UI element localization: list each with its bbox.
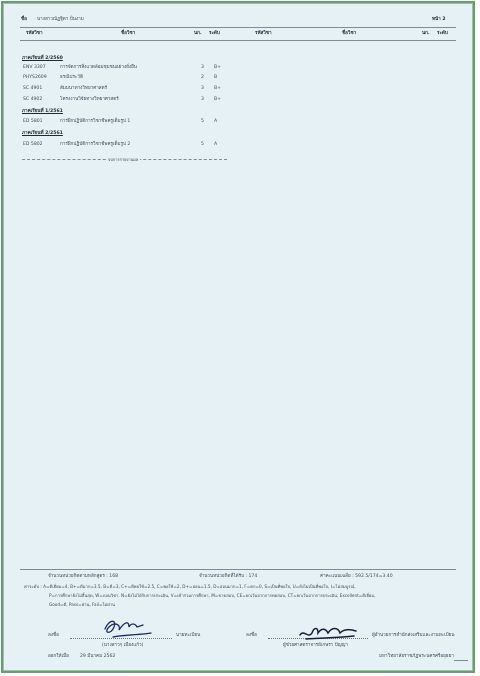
director-name: ผู้ช่วยศาสตราจารย์เกษรา ปัญญา [283,643,349,648]
issue-label: ออกให้เมื่อ [48,654,69,659]
col-credits: นก. [194,31,202,36]
name-label: ชื่อ [21,17,27,22]
course-name: การฝึกปฏิบัติการวิชาชีพครูเต็มรูป 2 [60,142,131,147]
course-grade: A [214,142,218,147]
course-grade: B [214,75,218,80]
page-number: หน้า 2 [432,17,446,22]
transcript-page [3,3,473,671]
grade-legend: Good=ดี, Pass=ผ่าน, Fail=ไม่ผ่าน [49,602,115,607]
signature-label-2: ลงชื่อ [246,633,257,638]
course-name: โครงงานวิจัยทางวิทยาศาสตร์ [60,97,119,102]
director-signature [296,621,362,643]
semester-title: ภาคเรียนที่ 1/2561 [22,109,63,114]
course-code: SC 4901 [23,86,43,91]
registrar-name: (นางสาวๆ เมืองแก้ว) [102,643,144,648]
col-credits-2: นก. [422,31,430,36]
course-grade: B+ [214,65,222,70]
header-rule [20,27,456,28]
university-name: มหาวิทยาลัยราชภัฏพระนครศรีอยุธยา [379,654,454,659]
course-code: ENV 3307 [23,65,46,70]
course-code: ED 5801 [23,119,43,124]
grade-legend: ค่าระดับ : A=ดีเยี่ยม=4, B+=ดีมาก=3.5, B=ดี=3, C+=ดีพอใช้=2.5, C=พอใช้=2, D+=อ่อน=1.5, D=อ่อนมาก=1, F=ตก=0, S=เป็นที่พอใจ, U=ยังไม่เป็นที่พอใจ, I=ไม่สมบูรณ์, [24,584,356,589]
semester-title: ภาคเรียนที่ 2/2561 [22,131,63,136]
course-name: สัมมนาทางวิทยาศาสตร์ [60,86,108,91]
credits-required: จำนวนหน่วยกิตตามหลักสูตร : 168 [48,574,119,579]
course-grade: B+ [214,97,222,102]
course-name: ธรณีประวัติ [60,75,83,80]
grade-legend: P=การศึกษายังไม่สิ้นสุด, W=ถอนวิชา, N=ยังไม่ได้รับการประเมิน, V=เข้าร่วมการศึกษา, M=ขาดสอบ, CE=ยกเว้นจากการทดสอบ, CT=ยกเว้นจากการประเมิน, Excellent=ดีเยี่ยม, [49,593,376,598]
registrar-role: นายทะเบียน [176,633,201,638]
registrar-signature [99,615,159,641]
course-credits: 2 [201,75,204,80]
course-name: การจัดการสิ่งแวดล้อมชุมชนอย่างยั่งยืน [60,65,137,70]
credits-earned: จำนวนหน่วยกิตที่ได้รับ : 174 [199,574,258,579]
summary-rule [20,569,456,570]
gpa-value: ค่าคะแนนเฉลี่ย : 592.5/174=3.40 [320,574,393,579]
col-code: รหัสวิชา [26,31,43,36]
director-role: ผู้อำนวยการสำนักส่งเสริมและงานทะเบียน [372,633,455,638]
col-grade-2: ระดับ [437,31,448,36]
issue-date: 29 มีนาคม 2562 [80,654,116,659]
course-credits: 5 [201,142,204,147]
semester-title: ภาคเรียนที่ 2/2560 [22,56,63,61]
course-name: การฝึกปฏิบัติการวิชาชีพครูเต็มรูป 1 [60,119,131,124]
course-grade: A [214,119,218,124]
course-credits: 5 [201,119,204,124]
student-name: นางสาวณัฏฐิดา ปั่นงาม [37,17,84,22]
header-rule-bottom [20,40,456,41]
course-grade: B+ [214,86,222,91]
col-subject: ชื่อวิชา [121,31,136,36]
course-code: SC 4902 [23,97,43,102]
course-code: ED 5802 [23,142,43,147]
course-credits: 3 [201,86,204,91]
course-credits: 3 [201,65,204,70]
signature-label: ลงชื่อ [48,633,59,638]
col-code-2: รหัสวิชา [255,31,272,36]
corner-mark [454,660,468,661]
course-code: PHYS2609 [23,75,47,80]
col-grade: ระดับ [209,31,220,36]
end-of-report: จบการรายงานผล [108,157,139,162]
col-subject-2: ชื่อวิชา [342,31,357,36]
course-credits: 3 [201,97,204,102]
